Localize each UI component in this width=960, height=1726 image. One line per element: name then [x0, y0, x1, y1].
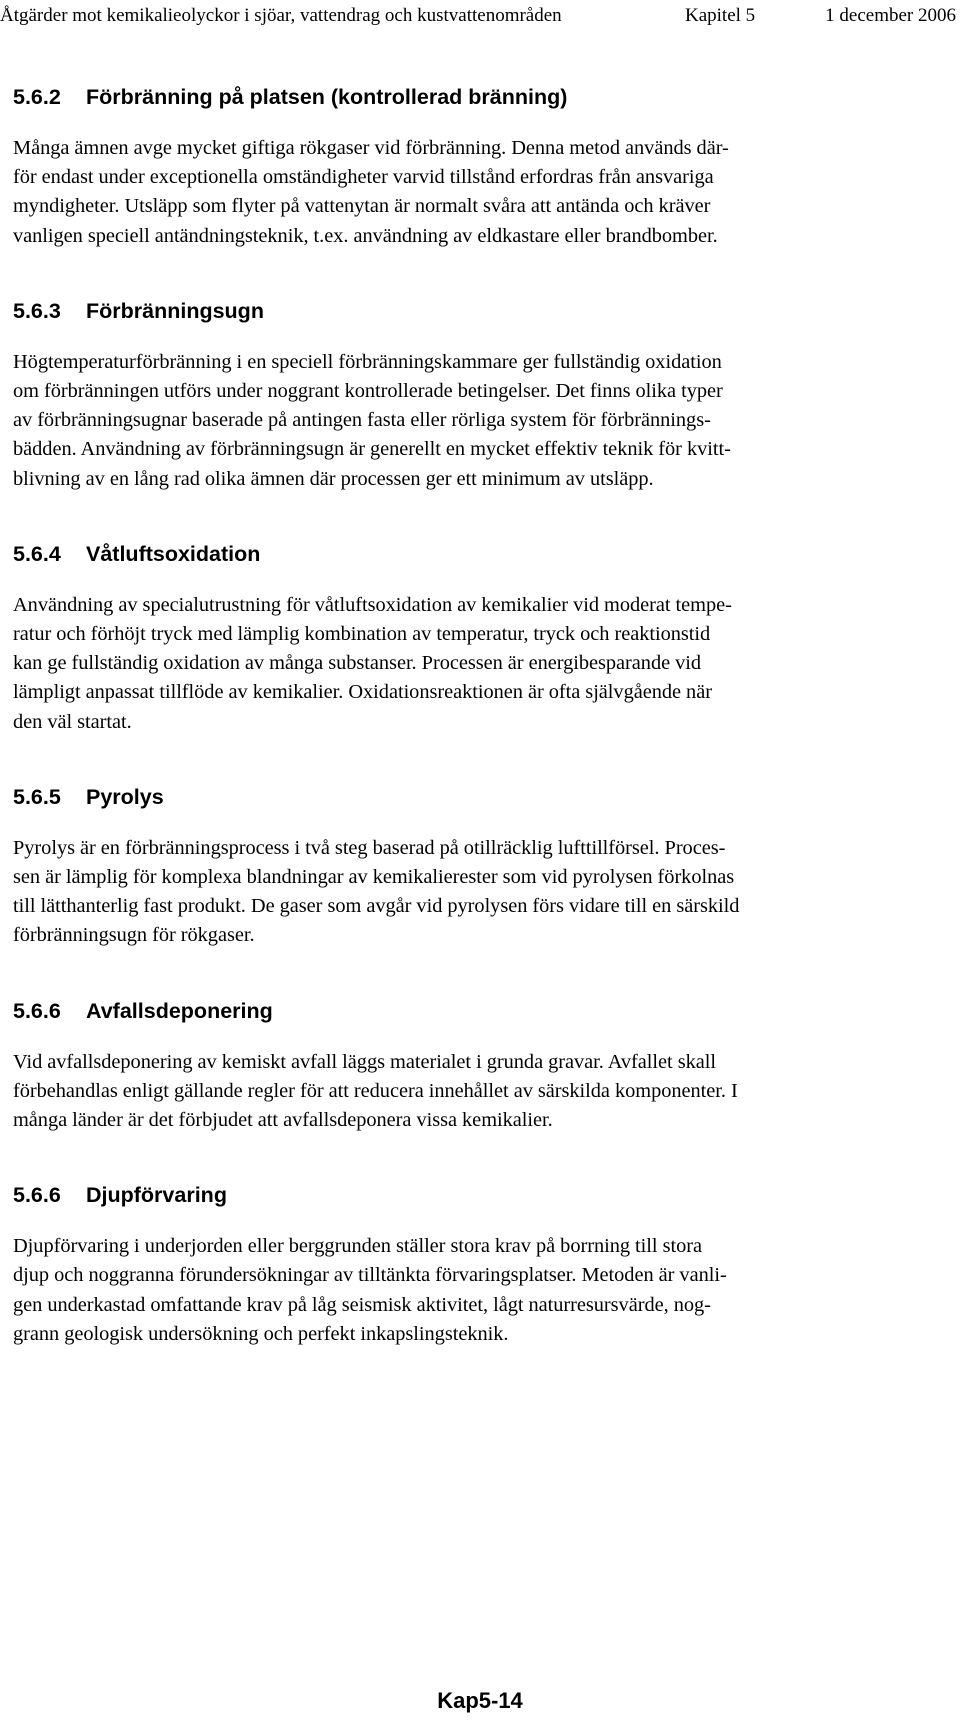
paragraph-line: lämpligt anpassat tillflöde av kemikalier. Oxidationsreaktionen är ofta självgående när [13, 681, 712, 704]
paragraph-line: grann geologisk undersökning och perfekt inkapslingsteknik. [13, 1322, 509, 1345]
paragraph-line: kan ge fullständig oxidation av många substanser. Processen är energibesparande vid [13, 652, 702, 675]
paragraph-line: till lätthanterlig fast produkt. De gaser som avgår vid pyrolysen förs vidare till en särskild [13, 895, 740, 918]
document-date: 1 december 2006 [825, 5, 956, 26]
section-5-6-6-djupforvaring [13, 1179, 960, 1349]
section-number: 5.6.6 [13, 1183, 61, 1208]
section-title: Pyrolys [86, 784, 164, 809]
paragraph-line: Användning av specialutrustning för våtluftsoxidation av kemikalier vid moderat tempe- [13, 593, 732, 616]
page-header [0, 2, 960, 30]
paragraph-line: bädden. Användning av förbränningsugn är generellt en mycket effektiv teknik för kvitt- [13, 438, 731, 461]
paragraph-line: Högtemperaturförbränning i en speciell förbränningskammare ger fullständig oxidation [13, 350, 722, 373]
section-5-6-3 [13, 295, 960, 494]
section-paragraph [13, 348, 953, 494]
document-title: Åtgärder mot kemikalieolyckor i sjöar, vattendrag och kustvattenområden [0, 5, 562, 26]
paragraph-line: blivning av en lång rad olika ämnen där processen ger ett minimum av utsläpp. [13, 467, 654, 490]
section-number: 5.6.3 [13, 298, 61, 323]
page-number: Kap5-14 [437, 1688, 523, 1713]
paragraph-line: Många ämnen avge mycket giftiga rökgaser vid förbränning. Denna metod används där- [13, 137, 729, 159]
paragraph-line: Pyrolys är en förbränningsprocess i två steg baserad på otillräcklig lufttillförsel. Proces- [13, 836, 726, 859]
section-paragraph [13, 134, 953, 251]
paragraph-line: Vid avfallsdeponering av kemiskt avfall läggs materialet i grunda gravar. Avfallet skall [13, 1050, 716, 1073]
section-title: Förbränning på platsen (kontrollerad bränning) [86, 85, 568, 109]
paragraph-line: om förbränningen utförs under noggrant kontrollerade betingelser. Det finns olika typer [13, 380, 723, 403]
section-number: 5.6.2 [13, 85, 61, 109]
section-paragraph [13, 591, 953, 737]
document-body [13, 81, 960, 1349]
section-5-6-5 [13, 781, 960, 951]
paragraph-line: många länder är det förbjudet att avfallsdeponera vissa kemikalier. [13, 1109, 553, 1132]
paragraph-line: myndigheter. Utsläpp som flyter på vattenytan är normalt svåra att antända och kräver [13, 195, 711, 218]
section-number: 5.6.4 [13, 541, 61, 566]
section-title: Djupförvaring [86, 1183, 227, 1208]
section-heading [13, 781, 960, 813]
paragraph-line: Djupförvaring i underjorden eller berggrunden ställer stora krav på borrning till stora [13, 1235, 702, 1258]
section-heading [13, 295, 960, 327]
section-number: 5.6.6 [13, 998, 61, 1023]
section-paragraph [13, 1048, 953, 1136]
section-5-6-6-avfallsdeponering [13, 995, 960, 1136]
paragraph-line: djup och noggranna förundersökningar av tilltänkta förvaringsplatser. Metoden är vanli- [13, 1264, 727, 1287]
section-title: Avfallsdeponering [86, 998, 273, 1023]
section-paragraph [13, 1232, 953, 1349]
section-heading [13, 1179, 960, 1211]
paragraph-line: för endast under exceptionella omständigheter varvid tillstånd erfordras från ansvariga [13, 166, 714, 189]
paragraph-line: gen underkastad omfattande krav på låg seismisk aktivitet, lågt naturresursvärde, nog- [13, 1293, 711, 1316]
paragraph-line: förbränningsugn för rökgaser. [13, 924, 255, 947]
section-5-6-4 [13, 538, 960, 737]
section-heading [13, 995, 960, 1027]
section-heading [13, 538, 960, 570]
paragraph-line: förbehandlas enligt gällande regler för att reducera innehållet av särskilda komponenter. I [13, 1079, 738, 1102]
section-title: Förbränningsugn [86, 298, 264, 323]
section-5-6-2 [13, 81, 960, 251]
paragraph-line: den väl startat. [13, 710, 132, 733]
paragraph-line: ratur och förhöjt tryck med lämplig kombination av temperatur, tryck och reaktionstid [13, 623, 711, 646]
paragraph-line: vanligen speciell antändningsteknik, t.ex. användning av eldkastare eller brandbomber. [13, 224, 718, 247]
section-paragraph [13, 834, 953, 951]
section-heading [13, 81, 960, 113]
paragraph-line: av förbränningsugnar baserade på antingen fasta eller rörliga system för förbrännings- [13, 409, 711, 432]
chapter-label: Kapitel 5 [685, 5, 756, 26]
page-footer [0, 1686, 960, 1716]
section-number: 5.6.5 [13, 784, 61, 809]
section-title: Våtluftsoxidation [86, 541, 261, 566]
paragraph-line: sen är lämplig för komplexa blandningar av kemikalierester som vid pyrolysen förkolnas [13, 866, 735, 889]
